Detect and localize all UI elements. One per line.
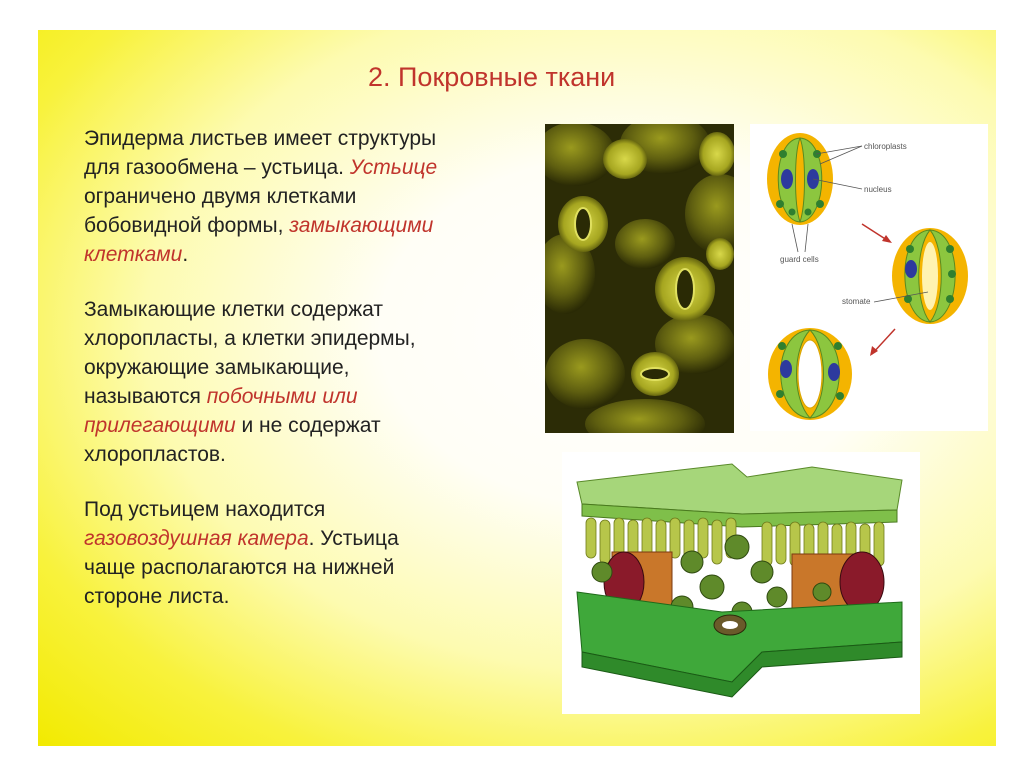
text-line [84, 353, 504, 382]
label-chloroplasts: chloroplasts [864, 142, 907, 151]
term-ustitse: Устьице [349, 156, 438, 179]
text-line [84, 411, 504, 440]
label-nucleus: nucleus [864, 185, 892, 194]
text-line [84, 382, 504, 411]
text-line [84, 553, 504, 582]
term-guard-cells-cont: клетками [84, 243, 183, 266]
stomata-micrograph-image [545, 124, 734, 433]
text-line [84, 295, 504, 324]
arrow-2-head [870, 346, 878, 356]
text-line [84, 524, 504, 553]
text-line [84, 495, 504, 524]
label-stomate: stomate [842, 297, 871, 306]
term-air-chamber: газовоздушная камера [84, 527, 309, 550]
text-span: для газообмена – устьица. [84, 156, 350, 179]
text-line [84, 240, 504, 269]
slide-title: 2. Покровные ткани [368, 62, 616, 92]
leaf-cross-section-image [562, 452, 920, 714]
text-span: хлоропластов. [84, 443, 226, 466]
text-line [84, 153, 504, 182]
guard-cells-diagram [750, 124, 988, 431]
stoma-closed-diagram [767, 133, 833, 225]
text-span: . Устьица [308, 527, 399, 550]
text-span: хлоропласты, а клетки эпидермы, [84, 327, 416, 350]
label-guard-cells: guard cells [780, 255, 819, 264]
arrow-1-head [882, 235, 892, 243]
text-span: и не содержат [235, 414, 381, 437]
term-guard-cells: замыкающими [289, 214, 434, 237]
text-line [84, 211, 504, 240]
stoma-open-lower-diagram [768, 328, 852, 420]
stoma-pore [722, 621, 738, 629]
text-span: стороне листа. [84, 585, 230, 608]
term-adjacent: прилегающими [84, 414, 236, 437]
text-span: Эпидерма листьев имеет структуры [84, 127, 437, 150]
text-line [84, 124, 504, 153]
text-span: Под устьицем находится [84, 498, 326, 521]
term-subsidiary: побочными или [206, 385, 358, 408]
text-line [84, 324, 504, 353]
text-span: бобовидной формы, [84, 214, 290, 237]
text-line [84, 582, 504, 611]
text-span: . [182, 243, 189, 266]
stoma-open-diagram [892, 228, 968, 324]
text-span: Замыкающие клетки содержат [84, 298, 383, 321]
text-span: окружающие замыкающие, [84, 356, 350, 379]
text-span: ограничено двумя клетками [84, 185, 357, 208]
text-span: называются [84, 385, 207, 408]
text-span: чаще располагаются на нижней [84, 556, 395, 579]
text-line [84, 440, 504, 469]
text-line [84, 182, 504, 211]
body-text [84, 124, 504, 611]
